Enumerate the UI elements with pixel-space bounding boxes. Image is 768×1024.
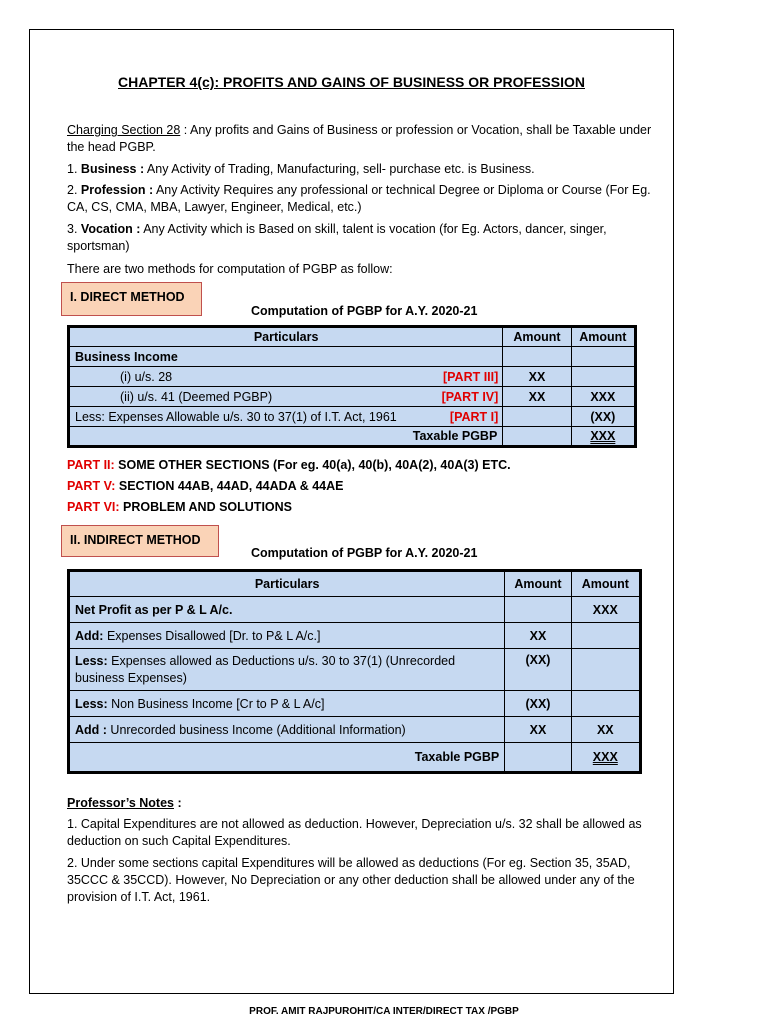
page-footer: PROF. AMIT RAJPUROHIT/CA INTER/DIRECT TAX /PGBP [249,1006,519,1017]
table-header-row: Particulars Amount Amount [69,327,636,347]
professor-notes-heading: Professor’s Notes : [67,796,182,810]
part-tag: [PART III] [442,369,499,384]
table-header-row: Particulars Amount Amount [69,571,641,597]
direct-method-table [67,325,637,448]
definition-vocation: 3. Vocation : Any Activity which is Based on skill, talent is vocation (for Eg. Actors, dancer, singer, sportsman) [67,222,607,253]
page-title: CHAPTER 4(c): PROFITS AND GAINS OF BUSINESS OR PROFESSION [118,74,585,90]
note-item: 1. Capital Expenditures are not allowed as deduction. However, Depreciation u/s. 32 shall be allowed as deduction on such Capital Expenditures. [67,817,642,848]
item-label: Profession : [80,183,154,197]
charging-section [67,122,667,156]
table-row: Business Income [69,347,636,367]
part-v-line: PART V: SECTION 44AB, 44AD, 44ADA & 44AE [67,479,344,493]
item-label: Vocation : [80,222,141,236]
part-vi-line: PART VI: PROBLEM AND SOLUTIONS [67,500,293,514]
table-row: Less: Expenses Allowable u/s. 30 to 37(1) of I.T. Act, 1961 [PART I] (XX) [69,407,636,427]
table-total-row: Taxable PGBP XXX [69,743,641,773]
part-ii-line: PART II: SOME OTHER SECTIONS (For eg. 40(a), 40(b), 40A(2), 40A(3) ETC. [67,458,511,472]
part-tag: [PART IV] [441,389,499,404]
direct-method-label: I. DIRECT METHOD [61,282,202,316]
direct-caption: Computation of PGBP for A.Y. 2020-21 [251,304,478,318]
indirect-caption: Computation of PGBP for A.Y. 2020-21 [251,546,478,560]
table-row: (ii) u/s. 41 (Deemed PGBP) [PART IV] XX XXX [69,387,636,407]
definition-profession: 2. Profession : Any Activity Requires any professional or technical Degree or Diploma or Course (For Eg. CA, CS, CMA, MBA, Lawyer, Engineer, Medical, etc.) [67,183,651,214]
document-page [29,29,674,994]
charging-label: Charging Section 28 [67,123,181,137]
part-tag: [PART I] [449,409,499,424]
note-item: 2. Under some sections capital Expenditures will be allowed as deductions (For eg. Section 35, 35AD, 35CCC & 35CCD). However, No Depreciation or any other deduction shall be allowed under any of the provision of I.T. Act, 1961. [67,856,635,904]
table-total-row: Taxable PGBP XXX [69,427,636,447]
table-row: Add: Expenses Disallowed [Dr. to P& L A/c.] XX [69,623,641,649]
table-row: Less: Non Business Income [Cr to P & L A/c] (XX) [69,691,641,717]
table-row: (i) u/s. 28 [PART III] XX [69,367,636,387]
indirect-method-table [67,569,642,774]
charging-text: : Any profits and Gains of Business or profession or Vocation, shall be Taxable under the head PGBP. [67,123,652,154]
table-row: Add : Unrecorded business Income (Additional Information) XX XX [69,717,641,743]
definition-business: 1. Business : Any Activity of Trading, Manufacturing, sell- purchase etc. is Business. [67,162,535,176]
indirect-method-label: II. INDIRECT METHOD [61,525,219,557]
table-row: Less: Expenses allowed as Deductions u/s. 30 to 37(1) (Unrecorded business Expenses) (XX) [69,649,641,691]
methods-intro: There are two methods for computation of PGBP as follow: [67,262,393,276]
table-row: Net Profit as per P & L A/c. XXX [69,597,641,623]
item-label: Business : [80,162,145,176]
